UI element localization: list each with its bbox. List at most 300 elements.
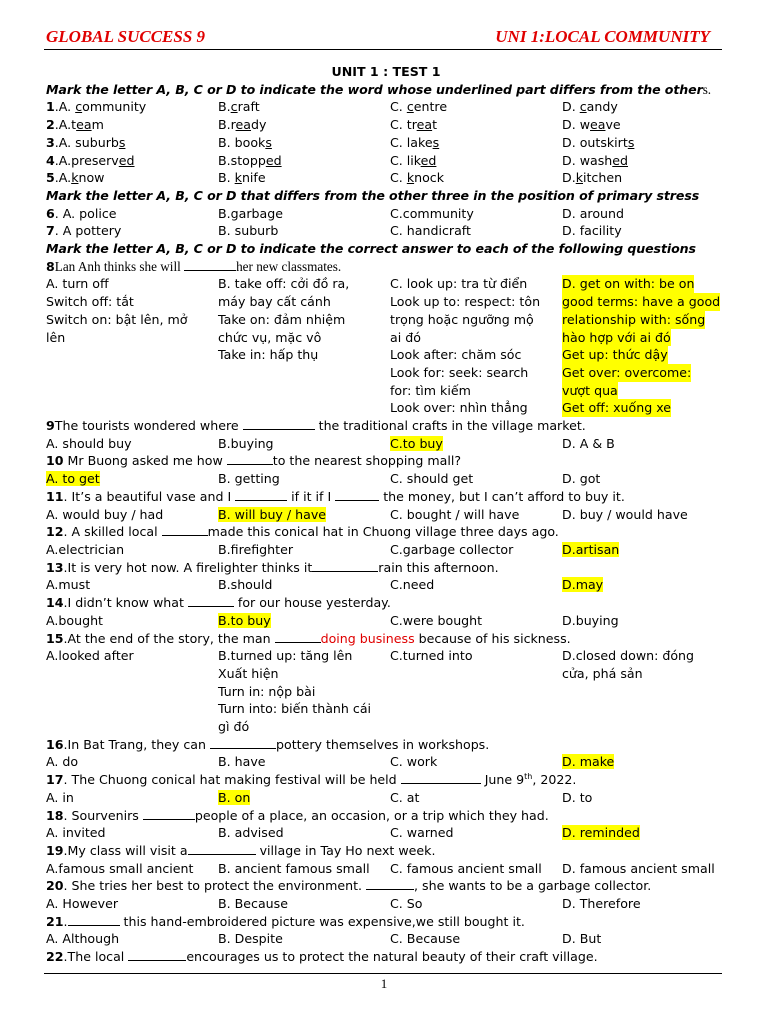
underlined-part: ed [420, 152, 437, 168]
option-cell [46, 789, 218, 807]
options-row [46, 647, 726, 736]
question-number: 20 [46, 878, 64, 894]
option-line: C. look up: tra từ điển [390, 276, 528, 292]
question-row [46, 152, 726, 170]
option-cell [218, 860, 390, 878]
option-line: lên [46, 329, 66, 345]
question-row [46, 134, 726, 152]
option-cell [562, 222, 726, 240]
question-number: 16 [46, 736, 64, 752]
option-cell [562, 895, 726, 913]
option-cell [218, 98, 390, 116]
option-cell [390, 152, 562, 170]
option-line: Switch on: bật lên, mở [46, 311, 188, 327]
header-right-title: UNI 1:LOCAL COMMUNITY [495, 27, 710, 46]
option-cell [390, 789, 562, 807]
question-dot: . [54, 134, 59, 150]
option-line: Look after: chăm sóc [390, 347, 522, 363]
option-prefix: D. w [562, 117, 591, 133]
option-cell [390, 612, 562, 630]
option-cell [562, 930, 726, 948]
stem-text: the money, but I can’t afford to buy it. [379, 488, 625, 504]
answer-blank [235, 488, 287, 501]
option-suffix: itchen [583, 170, 623, 186]
stem-text: .I didn’t know what [63, 595, 188, 611]
option-text: D. But [562, 931, 602, 947]
stem-text: .At the end of the story, the man [63, 630, 275, 646]
question-number: 11 [46, 488, 64, 504]
option-text: B. getting [218, 471, 280, 487]
option-suffix: entre [413, 99, 448, 115]
option-cell [390, 753, 562, 771]
stem-text: . Sourvenirs [63, 807, 143, 823]
stem-text: .The local [63, 949, 129, 965]
option-cell [46, 275, 218, 417]
option-cell [218, 222, 390, 240]
option-text: A. should buy [46, 435, 132, 451]
underlined-part: s [118, 134, 126, 150]
question-number: 6 [46, 205, 55, 221]
option-prefix: D. [562, 99, 580, 115]
option-line: D. get on with: be on [562, 276, 695, 292]
question-stem [46, 488, 726, 506]
options-row [46, 275, 726, 417]
question-stem [46, 523, 726, 541]
option-line: Look up to: respect: tôn [390, 294, 541, 310]
option-cell [46, 205, 218, 223]
option-text: D.may [562, 577, 604, 593]
option-text: B. on [218, 789, 251, 805]
instruction-tail: s. [702, 81, 711, 97]
option-line: Get off: xuống xe [562, 400, 672, 416]
option-cell [562, 824, 726, 842]
option-cell [390, 275, 562, 417]
question-stem [46, 559, 726, 577]
underlined-part: ea [76, 117, 92, 133]
options-row [46, 753, 726, 771]
option-line: Switch off: tắt [46, 294, 134, 310]
question-row [46, 169, 726, 187]
underlined-part: ed [265, 152, 282, 168]
option-text: B.buying [218, 435, 274, 451]
question-number: 5 [46, 170, 55, 186]
option-cell [46, 824, 218, 842]
option-text: D. Therefore [562, 896, 641, 912]
question-number: 19 [46, 842, 64, 858]
option-prefix: D. outskirt [562, 134, 628, 150]
option-text: C.community [390, 205, 474, 221]
stem-text: . The Chuong conical hat making festival will be held [63, 772, 401, 788]
instruction-text: Mark the letter A, B, C or D to indicate the word whose underlined part differs from the other [46, 81, 703, 97]
option-cell [390, 169, 562, 187]
option-cell [46, 860, 218, 878]
option-suffix: raft [237, 99, 260, 115]
option-suffix: nife [241, 170, 266, 186]
option-cell [46, 753, 218, 771]
option-cell [218, 753, 390, 771]
answer-blank [188, 594, 234, 607]
option-cell [562, 506, 726, 524]
option-prefix: A. suburb [58, 134, 119, 150]
option-text: A. would buy / had [46, 506, 164, 522]
option-text: A.electrician [46, 541, 125, 557]
option-text: A. invited [46, 825, 106, 841]
underlined-part: c [230, 99, 238, 115]
option-line: B. take off: cởi đồ ra, [218, 276, 350, 292]
question-stem [46, 913, 726, 931]
option-cell [46, 152, 218, 170]
stem-text: .In Bat Trang, they can [63, 736, 211, 752]
option-text: C.need [390, 577, 435, 593]
option-cell [390, 506, 562, 524]
option-line: ai đó [390, 329, 421, 345]
option-line: for: tìm kiếm [390, 382, 471, 398]
stem-text: . [63, 913, 68, 929]
option-text: D. famous ancient small [562, 860, 715, 876]
option-line: Turn in: nộp bài [218, 683, 316, 699]
question-number: 15 [46, 630, 64, 646]
question-row [46, 116, 726, 134]
footer-rule [44, 973, 722, 974]
question-number: 3 [46, 134, 55, 150]
question-stem [46, 452, 726, 470]
underlined-part: ea [235, 117, 252, 133]
underlined-part: k [575, 170, 583, 186]
option-prefix: B. [218, 99, 231, 115]
option-text: D. around [562, 205, 624, 221]
option-text: B. have [218, 754, 266, 770]
option-text: A. police [62, 205, 117, 221]
stem-text: the traditional crafts in the village market. [314, 418, 586, 434]
option-cell [390, 576, 562, 594]
underlined-part: s [627, 134, 635, 150]
option-line: relationship with: sống [562, 311, 706, 327]
question-stem [46, 736, 726, 754]
stem-text: The tourists wondered where [54, 418, 243, 434]
option-text: C. So [390, 896, 423, 912]
option-text: D. to [562, 789, 593, 805]
stem-text: . It’s a beautiful vase and I [63, 488, 236, 504]
test-content [46, 63, 726, 966]
option-prefix: B.stopp [218, 152, 266, 168]
instruction-stress: Mark the letter A, B, C or D that differs from the other three in the position of primary stress [46, 187, 700, 203]
option-cell [218, 134, 390, 152]
options-row [46, 930, 726, 948]
option-text: B. Despite [218, 931, 283, 947]
stem-text: . A skilled local [63, 524, 162, 540]
option-text: C. work [390, 754, 438, 770]
option-cell [218, 275, 390, 417]
option-cell [218, 612, 390, 630]
option-cell [562, 116, 726, 134]
option-line: máy bay cất cánh [218, 294, 331, 310]
option-cell [562, 205, 726, 223]
option-text: B.to buy [218, 612, 271, 628]
question-number: 8 [46, 258, 55, 274]
stem-text: , she wants to be a garbage collector. [414, 878, 652, 894]
stem-text: village in Tay Ho next week. [255, 842, 436, 858]
option-text: C.were bought [390, 612, 483, 628]
stem-text: . She tries her best to protect the environment. [63, 878, 367, 894]
option-cell [46, 930, 218, 948]
stem-text: encourages us to protect the natural beauty of their craft village. [186, 949, 598, 965]
option-line: Take on: đảm nhiệm [218, 311, 346, 327]
option-suffix: dy [251, 117, 267, 133]
options-row [46, 612, 726, 630]
option-cell [218, 576, 390, 594]
stem-text: .It is very hot now. A firelighter thinks it [63, 559, 313, 575]
option-cell [390, 205, 562, 223]
question-stem [46, 258, 726, 276]
option-suffix: ommunity [82, 99, 147, 115]
header-rule [44, 49, 722, 50]
answer-blank [128, 948, 186, 961]
option-text: C. handicraft [390, 223, 471, 239]
option-text: C.to buy [390, 435, 443, 451]
question-dot: . [54, 152, 59, 168]
option-text: D. got [562, 471, 601, 487]
option-cell [390, 647, 562, 736]
stem-text: rain this afternoon. [378, 559, 499, 575]
option-cell [218, 541, 390, 559]
answer-blank [184, 258, 236, 271]
stem-text: for our house yesterday. [233, 595, 391, 611]
option-cell [562, 647, 726, 736]
question-row [46, 222, 726, 240]
stem-text: , 2022. [532, 772, 577, 788]
option-cell [46, 116, 218, 134]
question-number: 4 [46, 152, 55, 168]
question-number: 10 [46, 453, 64, 469]
option-text: A pottery [62, 223, 122, 239]
option-cell [390, 860, 562, 878]
option-text: A. However [46, 896, 119, 912]
option-prefix: A.preserv [58, 152, 119, 168]
question-stem [46, 807, 726, 825]
option-cell [562, 152, 726, 170]
option-line: chức vụ, mặc vô [218, 329, 322, 345]
stem-text: to the nearest shopping mall? [272, 453, 462, 469]
underlined-part: s [432, 134, 440, 150]
option-cell [562, 435, 726, 453]
option-prefix: A.t [58, 117, 77, 133]
question-number: 9 [46, 418, 55, 434]
option-line: Get over: overcome: [562, 364, 692, 380]
option-text: B. advised [218, 825, 284, 841]
options-row [46, 860, 726, 878]
option-text: C. famous ancient small [390, 860, 542, 876]
option-line: trọng hoặc ngưỡng mộ [390, 311, 534, 327]
question-stem [46, 630, 726, 648]
question-dot: . [54, 223, 63, 239]
option-line: Xuất hiện [218, 665, 279, 681]
option-cell [390, 98, 562, 116]
instruction-pronunciation [46, 81, 726, 99]
stem-red-text: doing business [320, 630, 415, 646]
option-cell [218, 169, 390, 187]
options-row [46, 789, 726, 807]
option-cell [390, 930, 562, 948]
answer-blank [143, 807, 195, 820]
question-stem [46, 594, 726, 612]
question-dot: . [54, 205, 63, 221]
option-cell [562, 753, 726, 771]
answer-blank [227, 452, 273, 465]
option-prefix: C. [390, 99, 407, 115]
option-cell [46, 435, 218, 453]
option-prefix: C. [390, 170, 407, 186]
instruction-grammar: Mark the letter A, B, C or D to indicate the correct answer to each of the following questions [46, 241, 696, 257]
option-cell [390, 824, 562, 842]
stem-text: this hand-embroidered picture was expensive,we still bought it. [119, 913, 525, 929]
question-row [46, 98, 726, 116]
option-text: A.bought [46, 612, 103, 628]
question-stem [46, 948, 726, 966]
page-header [46, 27, 722, 51]
option-prefix: B. book [218, 134, 266, 150]
option-cell [218, 930, 390, 948]
underlined-part: k [234, 170, 242, 186]
answer-blank [401, 771, 481, 784]
question-stem [46, 877, 726, 895]
option-cell [390, 116, 562, 134]
option-cell [218, 435, 390, 453]
option-text: D. reminded [562, 825, 640, 841]
option-prefix: B. [218, 170, 235, 186]
question-number: 18 [46, 807, 64, 823]
answer-blank [188, 842, 256, 855]
stem-text: because of his sickness. [414, 630, 571, 646]
options-row [46, 895, 726, 913]
stem-text: people of a place, an occasion, or a trip which they had. [194, 807, 549, 823]
answer-blank [275, 630, 321, 643]
option-cell [46, 612, 218, 630]
underlined-part: ed [612, 152, 629, 168]
option-cell [218, 470, 390, 488]
option-prefix: A. [58, 99, 76, 115]
option-cell [562, 134, 726, 152]
option-text: B.garbage [218, 205, 283, 221]
option-text: A. in [46, 789, 74, 805]
underlined-part: c [75, 99, 83, 115]
option-cell [390, 541, 562, 559]
option-cell [46, 134, 218, 152]
underlined-part: k [71, 170, 79, 186]
options-row [46, 470, 726, 488]
option-cell [218, 152, 390, 170]
option-cell [218, 116, 390, 134]
question-dot: . [54, 170, 59, 186]
option-cell [562, 275, 726, 417]
options-row [46, 435, 726, 453]
option-suffix: m [91, 117, 104, 133]
option-text: B. ancient famous small [218, 860, 370, 876]
option-prefix: D. wash [562, 152, 613, 168]
option-cell [46, 470, 218, 488]
option-line: C.turned into [390, 648, 473, 664]
option-cell [46, 541, 218, 559]
option-line: Take in: hấp thụ [218, 347, 319, 363]
question-stem [46, 842, 726, 860]
option-line: hào hợp với ai đó [562, 329, 671, 345]
stem-text: if it if I [287, 488, 336, 504]
underlined-part: s [265, 134, 272, 150]
option-line: B.turned up: tăng lên [218, 648, 353, 664]
question-dot: . [54, 99, 59, 115]
question-stem [46, 417, 726, 435]
option-text: A. do [46, 754, 79, 770]
stem-text: Mr Buong asked me how [63, 453, 227, 469]
option-cell [562, 98, 726, 116]
option-text: B. Because [218, 896, 288, 912]
option-text: C. warned [390, 825, 454, 841]
option-text: B.should [218, 577, 273, 593]
option-text: C.garbage collector [390, 541, 514, 557]
option-prefix: D. [562, 170, 576, 186]
options-row [46, 576, 726, 594]
option-text: B. suburb [218, 223, 279, 239]
answer-blank [243, 417, 315, 430]
option-text: D.buying [562, 612, 619, 628]
option-text: C. bought / will have [390, 506, 520, 522]
underlined-part: k [406, 170, 415, 186]
option-text: A.famous small ancient [46, 860, 194, 876]
option-line: vượt qua [562, 382, 618, 398]
option-line: cửa, phá sản [562, 665, 643, 681]
question-row [46, 205, 726, 223]
option-line: good terms: have a good [562, 294, 721, 310]
option-prefix: C. lake [390, 134, 433, 150]
question-number: 1 [46, 99, 55, 115]
header-left-title: GLOBAL SUCCESS 9 [46, 27, 206, 46]
question-stem [46, 771, 726, 789]
underlined-part: ea [416, 117, 433, 133]
option-line: Turn into: biến thành cái [218, 701, 372, 717]
question-number: 7 [46, 223, 55, 239]
option-text: D.artisan [562, 541, 620, 557]
option-cell [46, 647, 218, 736]
option-text: B. will buy / have [218, 506, 327, 522]
option-cell [390, 222, 562, 240]
option-cell [390, 435, 562, 453]
question-number: 21 [46, 913, 64, 929]
options-row [46, 541, 726, 559]
option-cell [46, 98, 218, 116]
option-cell [562, 541, 726, 559]
option-line: A. turn off [46, 276, 109, 292]
option-suffix: now [78, 170, 105, 186]
option-text: D. make [562, 754, 615, 770]
option-suffix: nock [414, 170, 445, 186]
option-cell [562, 576, 726, 594]
option-text: B.firefighter [218, 541, 293, 557]
stem-text: her new classmates. [236, 258, 342, 274]
answer-blank [162, 523, 208, 536]
underlined-part: c [579, 99, 587, 115]
answer-blank [312, 559, 378, 572]
option-cell [390, 470, 562, 488]
option-cell [218, 647, 390, 736]
underlined-part: c [406, 99, 414, 115]
option-cell [46, 169, 218, 187]
option-text: D. facility [562, 223, 622, 239]
option-cell [562, 612, 726, 630]
page-number: 1 [380, 976, 388, 991]
stem-text: made this conical hat in Chuong village three days ago. [207, 524, 559, 540]
option-cell [562, 789, 726, 807]
test-title: UNIT 1 : TEST 1 [331, 64, 441, 79]
option-suffix: ve [605, 117, 621, 133]
